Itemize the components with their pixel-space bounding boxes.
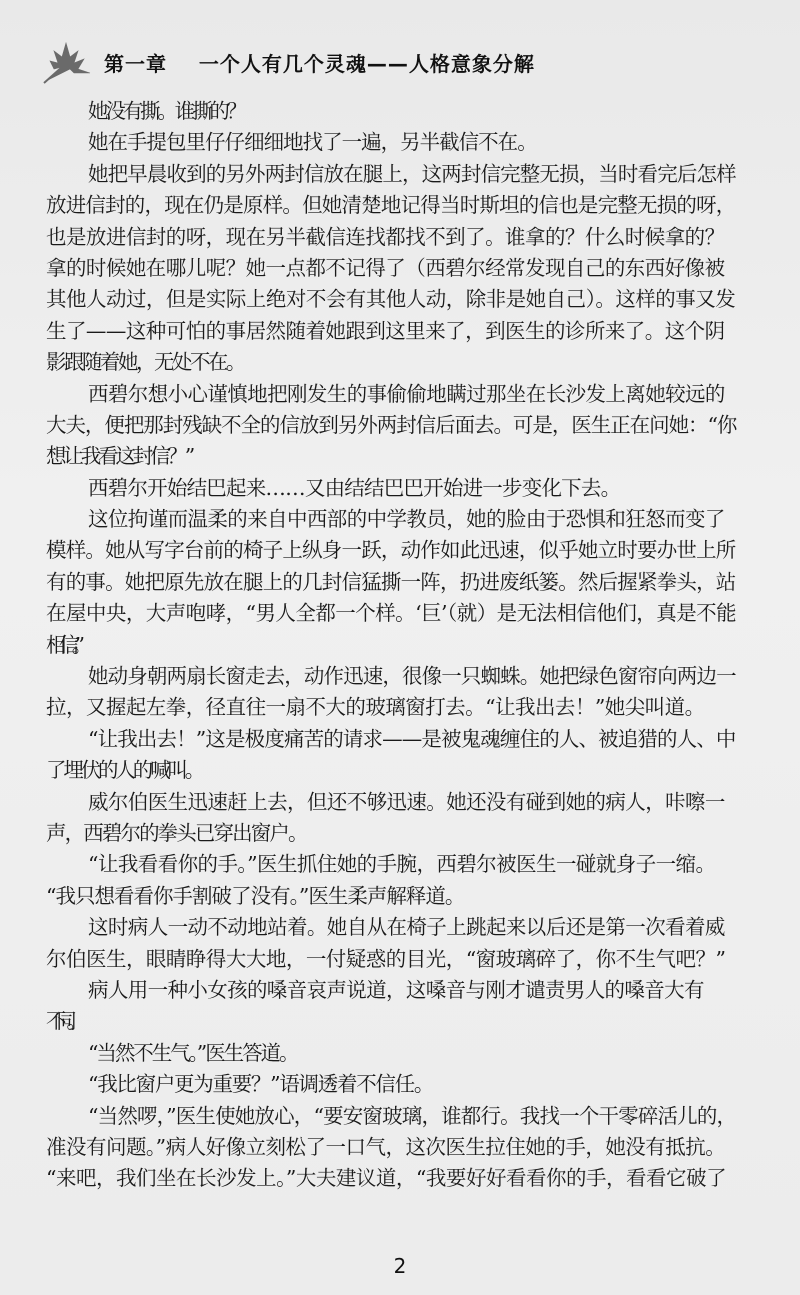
page-number: 2 bbox=[393, 1254, 407, 1278]
paragraph bbox=[46, 379, 768, 473]
text-line: 拉，又握起左拳，径直往一扇不大的玻璃窗打去。“让我出去！”她尖叫道。 bbox=[46, 695, 705, 720]
paragraph bbox=[46, 724, 768, 787]
text-line: 病人用一种小女孩的嗓音哀声说道，这嗓音与刚才谴责男人的嗓音大有 bbox=[88, 977, 704, 1002]
paragraph bbox=[88, 1038, 768, 1069]
chapter-header bbox=[40, 38, 760, 86]
text-line: 影跟随着她，无处不在。 bbox=[46, 350, 244, 375]
paragraph bbox=[46, 159, 768, 379]
text-line: 模样。她从写字台前的椅子上纵身一跃，动作如此迅速，似乎她立时要办世上所 bbox=[46, 538, 736, 563]
text-line: 西碧尔想小心谨慎地把刚发生的事偷偷地瞒过那坐在长沙发上离她较远的 bbox=[88, 381, 725, 406]
paragraph bbox=[46, 787, 768, 850]
paragraph bbox=[46, 504, 768, 661]
paragraph bbox=[46, 975, 768, 1038]
text-line: 了埋伏的人的喊叫。 bbox=[46, 758, 203, 783]
text-line: 放进信封的，现在仍是原样。但她清楚地记得当时斯坦的信也是完整无损的呀， bbox=[46, 193, 736, 218]
paragraph bbox=[46, 849, 768, 912]
text-line: 她在手提包里仔仔细细地找了一遍，另半截信不在。 bbox=[88, 130, 537, 155]
text-line: 在屋中央，大声咆哮，“男人全都一个样。‘巨’（就）是无法相信他们，真是不能 bbox=[46, 601, 737, 626]
text-line: 生了——这种可怕的事居然随着她跟到这里来了，到医生的诊所来了。这个阴 bbox=[46, 318, 725, 343]
paragraph bbox=[88, 473, 768, 504]
text-line: 她没有撕。谁撕的？ bbox=[88, 99, 245, 123]
text-line: “我比窗户更为重要？”语调透着不信任。 bbox=[88, 1072, 434, 1097]
text-line: 这时病人一动不动地站着。她自从在椅子上跳起来以后还是第一次看着威 bbox=[88, 915, 725, 940]
paragraph bbox=[46, 912, 768, 975]
text-line: 声，西碧尔的拳头已穿出窗户。 bbox=[46, 820, 307, 845]
text-line: 这位拘谨而温柔的来自中西部的中学教员，她的脸由于恐惧和狂怒而变了 bbox=[88, 507, 725, 532]
text-line: “我只想看看你手割破了没有。”医生柔声解释道。 bbox=[46, 883, 465, 908]
text-line: 准没有问题。”病人好像立刻松了一口气，这次医生拉住她的手，她没有抵抗。 bbox=[46, 1134, 726, 1159]
paragraph bbox=[46, 1101, 768, 1195]
text-line: 西碧尔开始结巴起来……又由结结巴巴开始进一步变化下去。 bbox=[88, 475, 621, 500]
text-line: 尔伯医生，眼睛睁得大大地，一付疑惑的目光，“窗玻璃碎了，你不生气吧？” bbox=[46, 946, 726, 971]
text-line: 不同。 bbox=[46, 1009, 77, 1034]
paragraph bbox=[88, 1069, 768, 1100]
text-line: 她动身朝两扇长窗走去，动作迅速，很像一只蜘蛛。她把绿色窗帘向两边一 bbox=[88, 664, 736, 689]
text-line: “来吧，我们坐在长沙发上。”大夫建议道，“我要好好看看你的手，看看它破了 bbox=[46, 1166, 727, 1191]
chapter-title: 第一章 一个人有几个灵魂——人格意象分解 bbox=[104, 51, 535, 76]
paragraph bbox=[88, 127, 768, 158]
text-line: “当然啰，”医生使她放心，“要安窗玻璃，谁都行。我找一个干零碎活儿的， bbox=[88, 1103, 737, 1128]
paragraph bbox=[46, 661, 768, 724]
maple-leaf-icon bbox=[40, 39, 98, 85]
text-line: “让我出去！”这是极度痛苦的请求——是被鬼魂缠住的人、被追猎的人、中 bbox=[88, 726, 736, 751]
text-line: “让我看看你的手。”医生抓住她的手腕，西碧尔被医生一碰就身子一缩。 bbox=[88, 852, 716, 877]
text-line: 她把早晨收到的另外两封信放在腿上，这两封信完整无损，当时看完后怎样 bbox=[88, 161, 736, 186]
text-line: “当然不生气。”医生答道。 bbox=[88, 1040, 298, 1065]
text-line: 也是放进信封的呀，现在另半截信连找都找不到了。谁拿的？什么时候拿的？ bbox=[46, 224, 725, 249]
text-line: 其他人动过，但是实际上绝对不会有其他人动，除非是她自己）。这样的事又发 bbox=[46, 287, 736, 312]
text-line: 拿的时候她在哪儿呢？她一点都不记得了（西碧尔经常发现自己的东西好像被 bbox=[46, 255, 725, 280]
text-line: 相信。” bbox=[46, 632, 78, 657]
text-line: 想让我看这封信？” bbox=[46, 444, 193, 469]
text-line: 威尔伯医生迅速赶上去，但还不够迅速。她还没有碰到她的病人，咔嚓一 bbox=[88, 789, 725, 814]
body-text bbox=[46, 96, 768, 1195]
paragraph bbox=[88, 96, 768, 127]
text-line: 大夫，便把那封残缺不全的信放到另外两封信后面去。可是，医生正在问她：“你 bbox=[46, 412, 737, 437]
text-line: 有的事。她把原先放在腿上的几封信猛撕一阵，扔进废纸篓。然后握紧拳头，站 bbox=[46, 569, 736, 594]
